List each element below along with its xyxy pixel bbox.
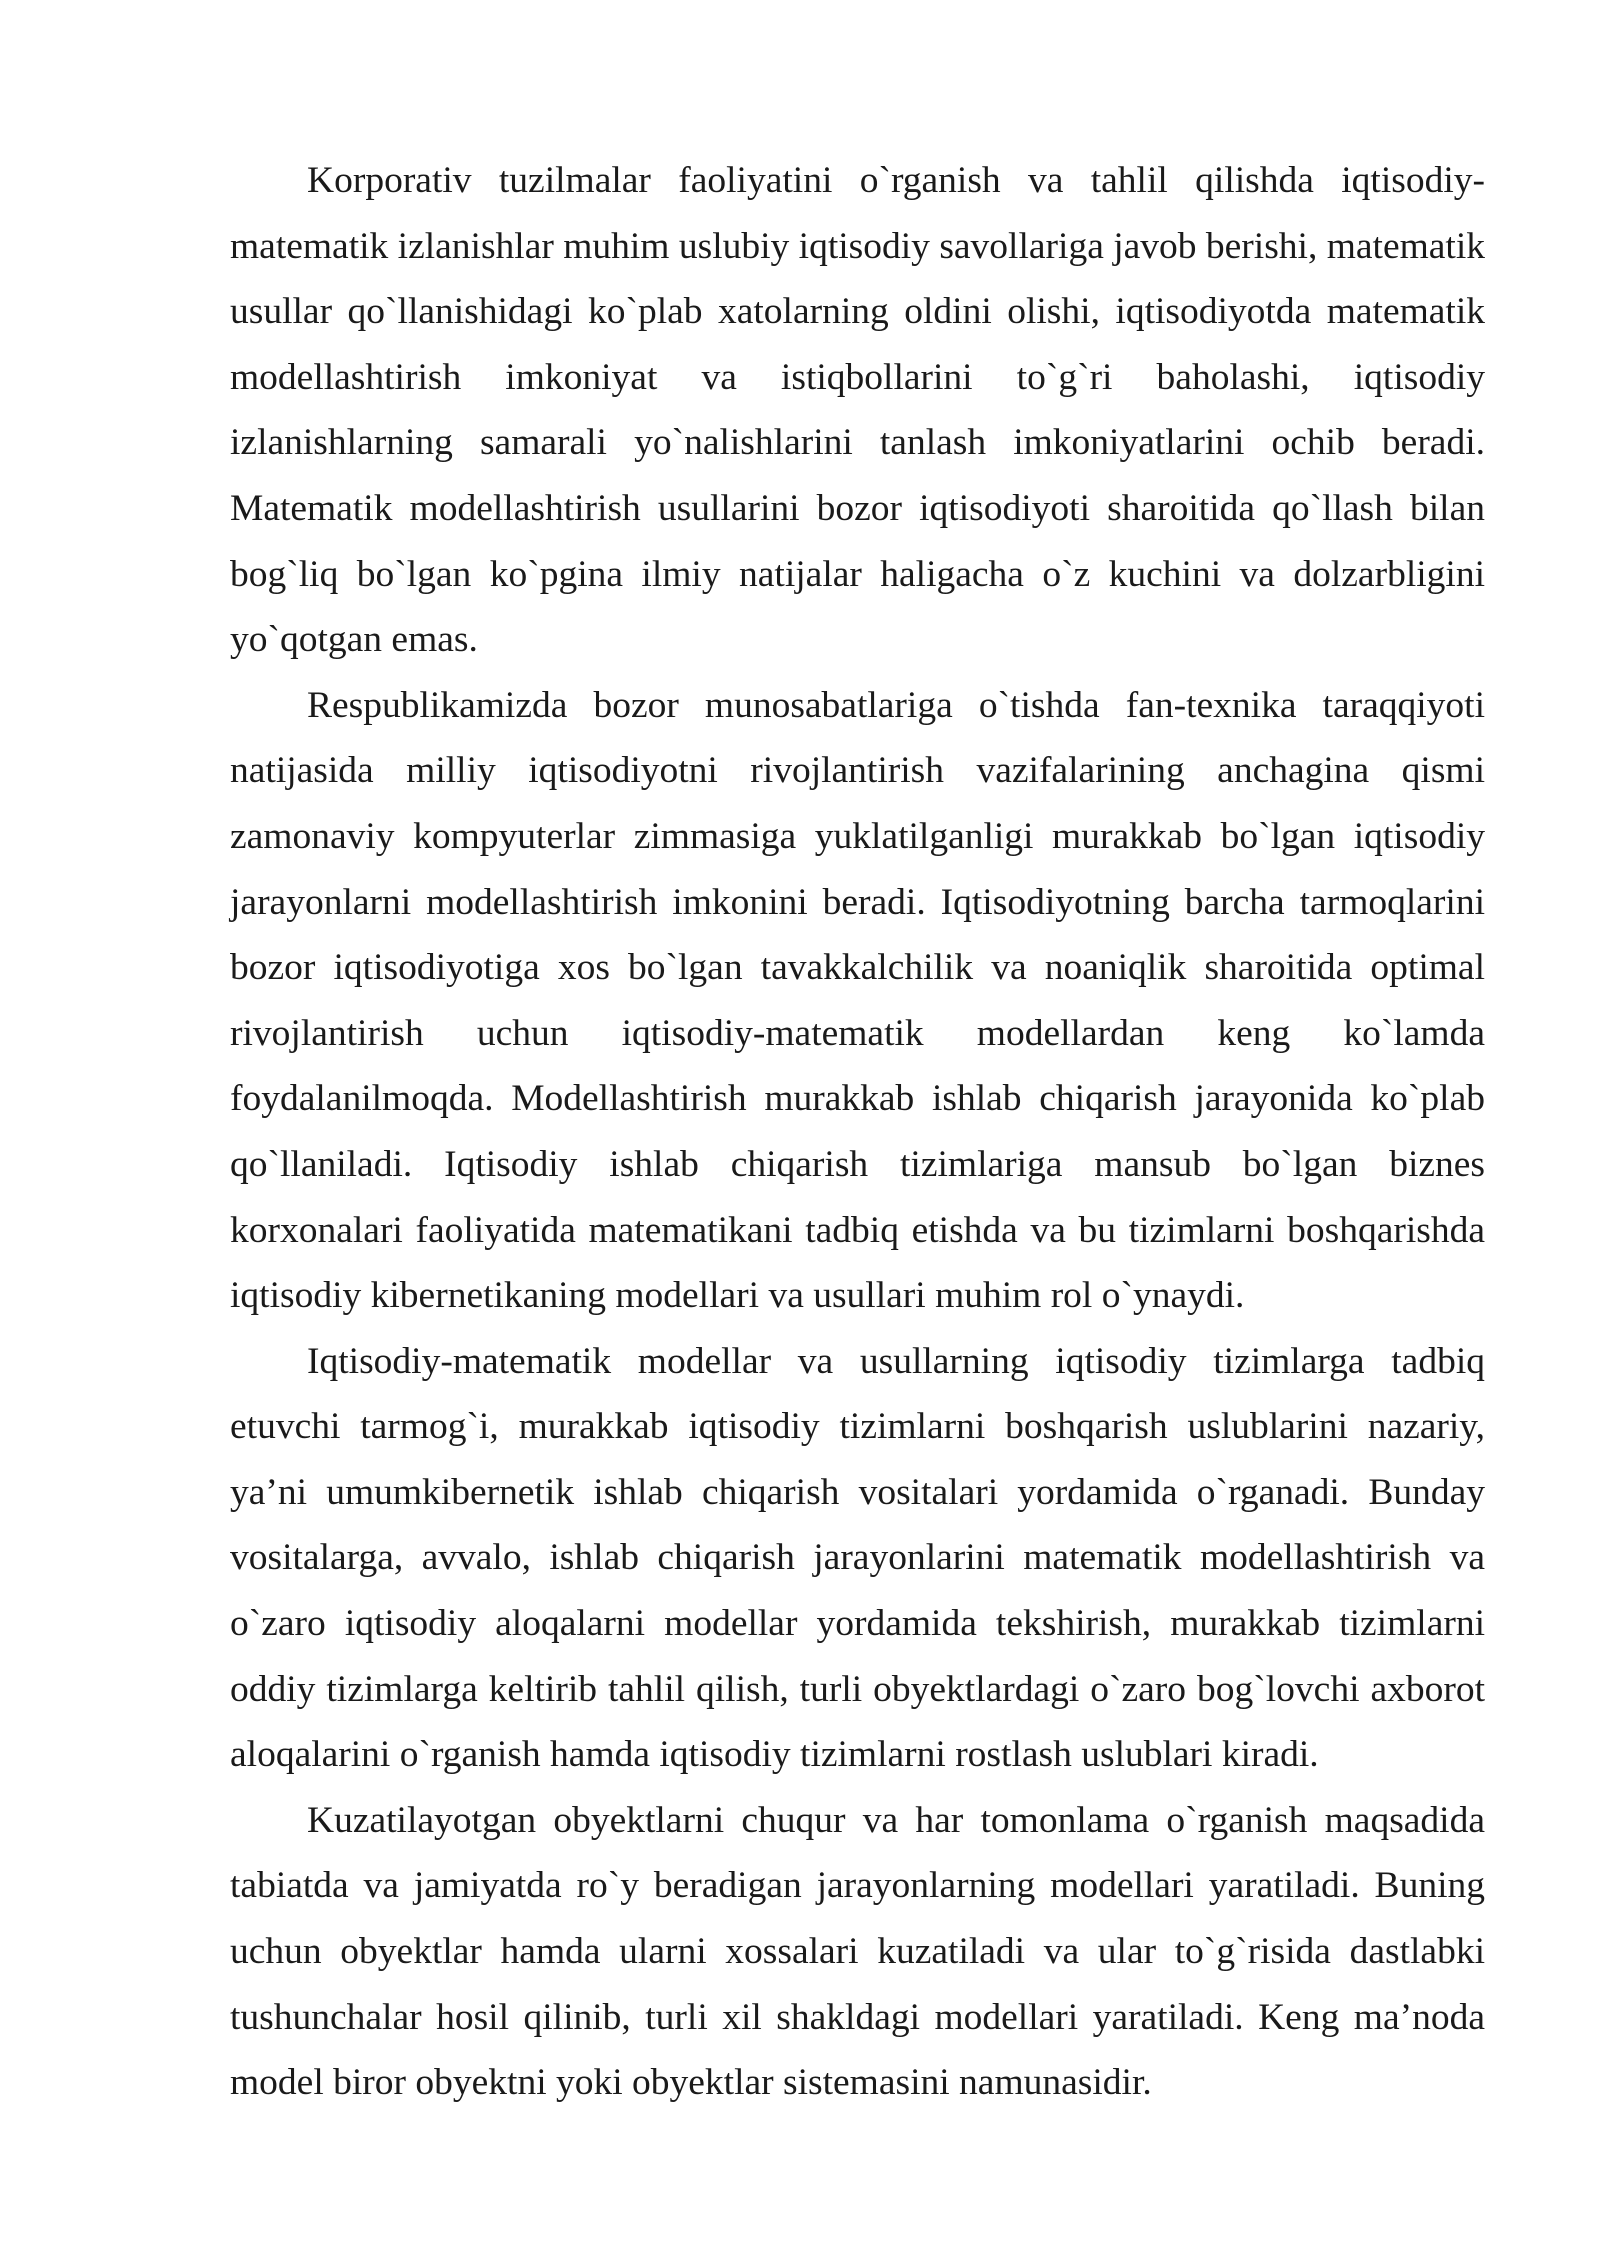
paragraph: Iqtisodiy-matematik modellar va usullarning iqtisodiy tizimlarga tadbiq etuvchi tarmog`i, murakkab iqtisodiy tizimlarni boshqarish uslublarini nazariy, ya’ni umumkibernetik ishlab chiqarish vositalari yordamida o`rganadi. Bunday vositalarga, avvalo, ishlab chiqarish jarayonlarini matematik modellashtirish va o`zaro iqtisodiy aloqalarni modellar yordamida tekshirish, murakkab tizimlarni oddiy tizimlarga keltirib tahlil qilish, turli obyektlardagi o`zaro bog`lovchi axborot aloqalarini o`rganish hamda iqtisodiy tizimlarni rostlash uslublari kiradi. [230, 1340, 1485, 1776]
paragraph: Korporativ tuzilmalar faoliyatini o`rganish va tahlil qilishda iqtisodiy-matematik izlanishlar muhim uslubiy iqtisodiy savollariga javob berishi, matematik usullar qo`llanishidagi ko`plab xatolarning oldini olishi, iqtisodiyotda matematik modellashtirish imkoniyat va istiqbollarini to`g`ri baholashi, iqtisodiy izlanishlarning samarali yo`nalishlarini tanlash imkoniyatlarini ochib beradi. Matematik modellashtirish usullarini bozor iqtisodiyoti sharoitida qo`llash bilan bog`liq bo`lgan ko`pgina ilmiy natijalar haligacha o`z kuchini va dolzarbligini yo`qotgan emas. [230, 160, 1485, 661]
paragraph: Respublikamizda bozor munosabatlariga o`tishda fan-texnika taraqqiyoti natijasida milliy iqtisodiyotni rivojlantirish vazifalarining anchagina qismi zamonaviy kompyuterlar zimmasiga yuklatilganligi murakkab bo`lgan iqtisodiy jarayonlarni modellashtirish imkonini beradi. Iqtisodiyotning barcha tarmoqlarini bozor iqtisodiyotiga xos bo`lgan tavakkalchilik va noaniqlik sharoitida optimal rivojlantirish uchun iqtisodiy-matematik modellardan keng ko`lamda foydalanilmoqda. Modellashtirish murakkab ishlab chiqarish jarayonida ko`plab qo`llaniladi. Iqtisodiy ishlab chiqarish tizimlariga mansub bo`lgan biznes korxonalari faoliyatida matematikani tadbiq etishda va bu tizimlarni boshqarishda iqtisodiy kibernetikaning modellari va usullari muhim rol o`ynaydi. [230, 684, 1485, 1317]
document-body [230, 148, 1485, 2116]
paragraph: Kuzatilayotgan obyektlarni chuqur va har tomonlama o`rganish maqsadida tabiatda va jamiyatda ro`y beradigan jarayonlarning modellari yaratiladi. Buning uchun obyektlar hamda ularni xossalari kuzatiladi va ular to`g`risida dastlabki tushunchalar hosil qilinib, turli xil shakldagi modellari yaratiladi. Keng ma’noda model biror obyektni yoki obyektlar sistemasini namunasidir. [230, 1799, 1485, 2104]
